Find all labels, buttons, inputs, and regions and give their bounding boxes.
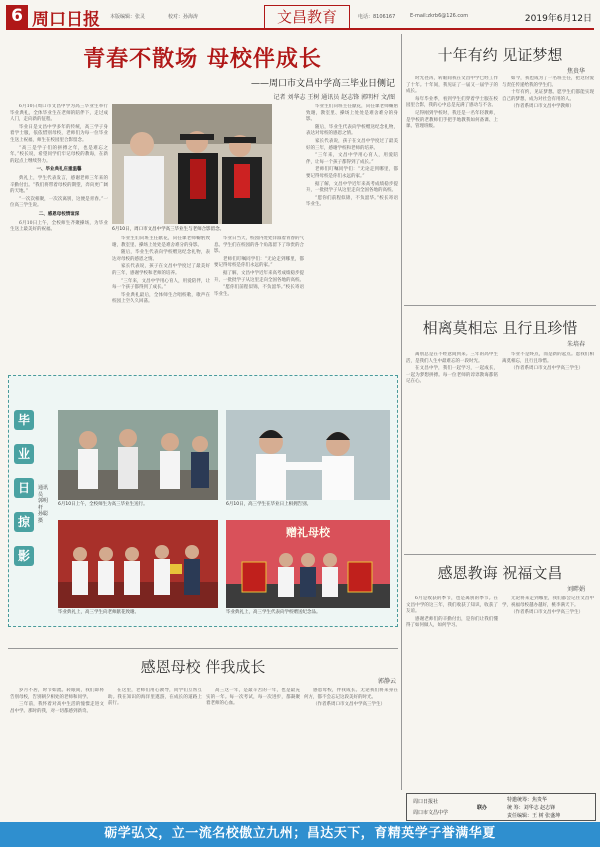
section-divider — [8, 648, 398, 649]
school-slogan-banner — [0, 822, 600, 847]
paragraph: （作者系周口市文昌中学高三学生） — [511, 366, 583, 372]
editor-credit: 本版编辑：张灵 — [110, 14, 146, 20]
side-article-2-author: 朱培春 — [566, 341, 585, 348]
paragraph: “三年来，文昌中学用心育人，用爱陪伴，让每一个孩子都得到了成长。” — [112, 278, 210, 291]
gallery-label-char: 业 — [14, 444, 34, 464]
phone-number: 电话：8106167 — [358, 14, 396, 20]
bottom-article-col-2 — [108, 688, 202, 816]
gallery-caption-2: 6月10日，高三学生在毕业日上相拥告别。 — [226, 502, 312, 507]
paragraph: 十年有约，见证梦想。愿学生们都能实现自己的梦想，成为对社会有用的人。 — [502, 90, 594, 102]
side-article-3-col-1 — [406, 596, 498, 786]
section-subhead: 二、感恩母校情谊深 — [38, 211, 80, 217]
gallery-credit: 通讯员 郭明杆 孙聪 摄 — [38, 485, 49, 524]
lead-column-4 — [306, 104, 398, 366]
paragraph: 家长代表说，孩子在文昌中学度过了最美好的三年，感谢学校和老师的培养。 — [112, 264, 210, 276]
paragraph: 6月10日上午，全校师生齐聚操场，为毕业生送上最美好的祝福。 — [10, 220, 108, 233]
gallery-label-char: 影 — [14, 546, 34, 566]
paragraph: 毕业日当天，校园内处处洋溢着青春的气息。学生们在校园的各个角落留下了珍贵的合影。 — [214, 236, 304, 255]
school-name: 周口市文昌中学 — [413, 810, 449, 816]
lead-photo-caption: 6月10日，周口市文昌中学高三毕业生与老师合影留念。 — [112, 227, 225, 232]
paragraph: 6月是收获的季节，也是离别的季节。在文昌中学的这三年，我们收获了知识，收获了友谊。 — [406, 596, 498, 615]
side-article-3-title: 感恩教诲 祝福文昌 — [437, 564, 563, 582]
section-divider — [404, 305, 596, 306]
lead-photo — [112, 104, 272, 224]
paragraph: 离别总是在不经意间到来。三年的高中生活，是我们人生中最难忘的一段时光。 — [406, 352, 498, 364]
lead-column-2 — [112, 236, 210, 366]
bottom-article-col-4 — [304, 688, 398, 816]
bottom-article-author: 郭静云 — [377, 678, 396, 685]
email-address: E-mail:zkrb6@126.com — [410, 13, 469, 19]
paragraph: 三年前，我怀着对高中生活的憧憬走进文昌中学。那时的我，对一切都感到新奇。 — [10, 702, 104, 714]
section-subhead: 一、毕业典礼庄重温馨 — [36, 167, 82, 173]
paragraph: 随后，毕业生代表向学校赠送纪念礼物，表达对母校的感恩之情。 — [306, 124, 398, 137]
paragraph: 家长代表说，孩子在文昌中学度过了最美好的三年，感谢学校和老师的培养。 — [306, 138, 398, 151]
paragraph: 毕业日是文昌中学多年的传统，高三学子身着学士服，依依惜别母校，老师们为每一位毕业生送上祝福，师生在校园里合影留念。 — [10, 124, 108, 143]
paragraph: （作者系周口市文昌中学教师） — [511, 104, 574, 110]
paragraph: 随后，毕业生代表向学校赠送纪念礼物，表达对母校的感恩之情。 — [112, 250, 210, 262]
publisher-name: 周口日报社 — [413, 799, 439, 805]
side-article-1-col-1 — [406, 76, 498, 276]
paper-name: 周口日报 — [32, 10, 100, 30]
bottom-article-col-3 — [206, 688, 300, 816]
side-article-1-title: 十年有约 见证梦想 — [437, 46, 563, 64]
paragraph: 无论将来走到哪里，我们都会记住文昌中学，祝福母校越办越好，桃李满天下。 — [502, 596, 594, 608]
editor-in-charge-credit: 责任编辑：王 树 张盛坤 — [507, 813, 561, 819]
bottom-article-col-1 — [10, 688, 104, 816]
coordinator-credit: 特邀统筹：焦贵华 — [507, 797, 548, 803]
lead-column-1 — [10, 104, 108, 366]
paragraph: 据了解，文昌中学近年来高考成绩稳步提升，一批批学子从这里走向全国各地的高校。 — [214, 270, 304, 283]
masthead — [6, 4, 594, 30]
paragraph: 时光荏苒，转眼间我在文昌中学已经工作了十年。十年间，我见证了一届又一届学子的成长。 — [406, 76, 498, 95]
paragraph: 毕业生们向班主任献花，向任课老师鞠躬致谢，教室里、操场上处处是难舍难分的身影。 — [112, 236, 210, 248]
side-article-2-title: 相离莫相忘 且行且珍惜 — [422, 319, 578, 337]
gallery-caption-4: 毕业典礼上，高三学生代表向学校赠送纪念品。 — [226, 610, 321, 615]
paragraph: “高三是学子们的拼搏之年，也是难忘之年。”校长说，希望同学们牢记母校的教诲，在新的起点上继续努力。 — [10, 145, 108, 164]
gallery-label-char: 毕 — [14, 410, 34, 430]
gallery-photo-banner: 赠礼母校 — [286, 526, 330, 539]
side-article-2-col-1 — [406, 352, 498, 542]
paragraph: 在文昌中学，我们一起学习，一起成长，一起为梦想拼搏。每一位老师的谆谆教诲都铭记在心。 — [406, 366, 498, 385]
paragraph: 毕业典礼最后，全体师生合唱校歌，歌声在校园上空久久回荡。 — [112, 292, 210, 305]
gallery-photo-2 — [226, 410, 390, 500]
planner-credit: 统 筹：刘华志 赵志锋 — [507, 805, 556, 811]
side-article-1-col-2 — [502, 76, 594, 276]
publication-date: 2019年6月12日 — [524, 14, 592, 24]
lead-headline: 青春不散场 母校伴成长 — [83, 46, 322, 72]
paragraph: 记得刚到学校时，我还是一名年轻教师，是学校的老教师们手把手地教我如何备课、上课、管理班级。 — [406, 110, 498, 130]
column-divider — [401, 34, 402, 790]
paragraph: 毕业不是终点，而是新的起点。愿我们相离莫相忘，且行且珍惜。 — [502, 352, 594, 364]
page-number: 6 — [6, 5, 28, 28]
paragraph: 老师们叮嘱同学们：“无论走到哪里，都要记得母校是你们永远的家。” — [306, 167, 398, 179]
gallery-label-char: 日 — [14, 478, 34, 498]
gallery-photo-4 — [226, 520, 390, 608]
paragraph: 每年毕业季，看到学生们穿着学士服在校园里合影，我的心中总是充满了感动与不舍。 — [406, 96, 498, 109]
paragraph: 感谢老师们的辛勤付出，是你们让我们懂得了如何做人，如何学习。 — [406, 616, 498, 629]
section-divider — [404, 554, 596, 555]
paragraph: 高三这一年，是最辛苦的一年，也是最充实的一年。每一次考试，每一次进步，都凝聚着老师的心血。 — [206, 688, 300, 707]
paragraph: 岁月不居，时节如流。转眼间，我们即将告别母校，告别朝夕相处的老师和同学。 — [10, 688, 104, 700]
paragraph: “愿你们前程似锦，不负韶华。”校长寄语毕业生。 — [214, 285, 304, 297]
paragraph: （作者系周口市文昌中学高三学生） — [313, 702, 385, 708]
paragraph: “一次次相聚，一次次离别，这便是青春。”一位高三学生说。 — [10, 196, 108, 209]
lead-column-3 — [214, 236, 304, 366]
side-article-3-col-2 — [502, 596, 594, 786]
side-article-3-author: 刘畔娟 — [566, 586, 585, 593]
gallery-photo-1 — [58, 410, 218, 500]
gallery-caption-3: 毕业典礼上，高三学生向老师献花致谢。 — [58, 610, 139, 615]
paragraph: （作者系周口市文昌中学高三学生） — [511, 610, 583, 616]
slogan-text: 砺学弘文，立一流名校傲立九州；昌达天下，育精英学子誉满华夏 — [104, 826, 496, 841]
paragraph: 典礼上，学生代表发言，感谢老师三年来的辛勤付出。“我们将带着母校的期望，奔向更广阔的天地。” — [10, 175, 108, 195]
paragraph: 6月10日周口市文昌中学为高三毕业生举行毕业典礼，全体毕业生在老师的陪伴下，走过成人门，走向新的征程。 — [10, 104, 108, 123]
lead-subheadline: ——周口市文昌中学高三毕业日侧记 — [250, 79, 395, 89]
paragraph: “愿你们前程似锦，不负韶华。”校长寄语毕业生。 — [306, 195, 398, 208]
paragraph: 如今，我也成为了一名班主任，把这份爱与责任传递给我的学生们。 — [502, 76, 594, 88]
section-title: 文昌教育 — [264, 5, 350, 28]
paragraph: 在这里，老师们用心教导，同学们互帮互助。我在知识的海洋里遨游，在成长的道路上前行。 — [108, 688, 202, 707]
joint-publisher-box — [406, 793, 596, 821]
paragraph: 老师们叮嘱同学们：“无论走到哪里，都要记得母校是你们永远的家。” — [214, 256, 304, 269]
lead-byline: 记者 刘华志 王树 通讯员 赵志锋 郭明杆 文/图 — [273, 94, 395, 101]
proofreader-credit: 校对：孙海涛 — [168, 14, 199, 20]
gallery-photo-3 — [58, 520, 218, 608]
joint-label: 联办 — [477, 805, 488, 811]
side-article-2-col-2 — [502, 352, 594, 542]
side-article-1-author: 焦贵华 — [566, 68, 585, 75]
gallery-caption-1: 6月10日上午，全校师生为高三毕业生送行。 — [58, 502, 148, 507]
paragraph: 毕业生们向班主任献花，向任课老师鞠躬致谢，教室里、操场上处处是难舍难分的身影。 — [306, 104, 398, 123]
paragraph: “三年来，文昌中学用心育人，用爱陪伴，让每一个孩子都得到了成长。” — [306, 153, 398, 165]
paragraph: 感恩母校，伴我成长。无论我们将来身在何方，都不会忘记这段美好的时光。 — [304, 688, 398, 700]
paragraph: 据了解，文昌中学近年来高考成绩稳步提升，一批批学子从这里走向全国各地的高校。 — [306, 181, 398, 194]
bottom-article-title: 感恩母校 伴我成长 — [140, 658, 266, 676]
gallery-label-char: 掠 — [14, 512, 34, 532]
